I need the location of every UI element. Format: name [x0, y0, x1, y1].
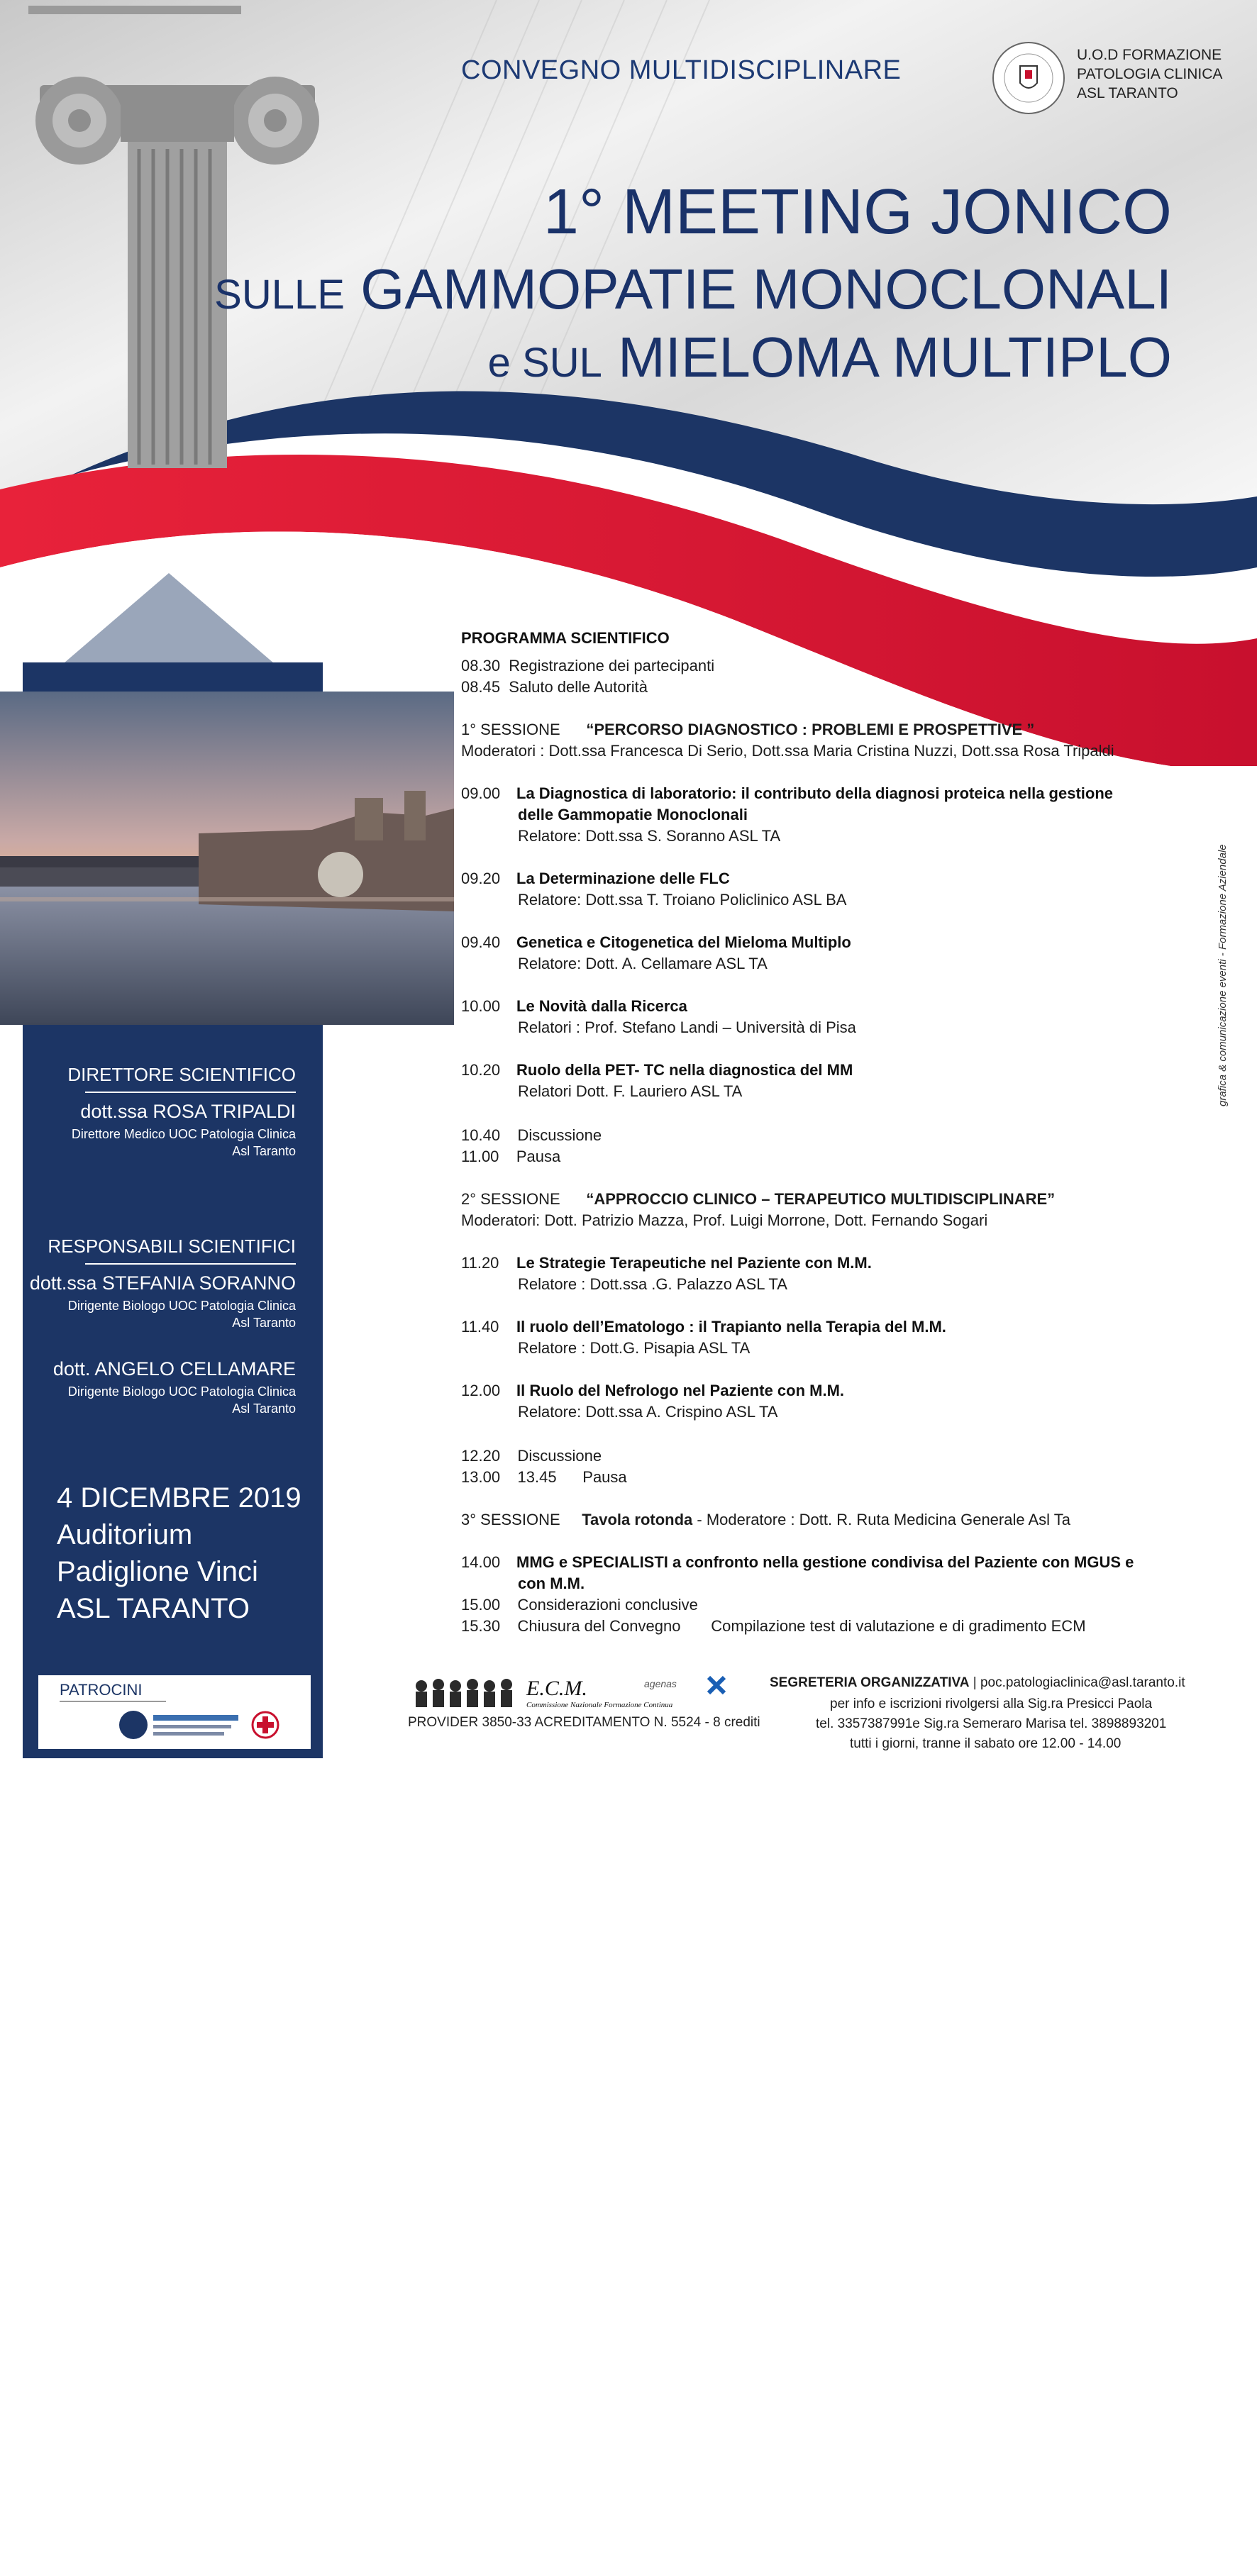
- venue-line1: Auditorium: [57, 1519, 193, 1550]
- session1-moderators: Moderatori : Dott.ssa Francesca Di Serio, Dott.ssa Maria Cristina Nuzzi, Dott.ssa Rosa Tripaldi: [461, 742, 1114, 760]
- title-line2-small: SULLE: [214, 272, 345, 318]
- program-row: [461, 678, 648, 696]
- talk-title: Genetica e Citogenetica del Mieloma Multiplo: [516, 933, 851, 951]
- segreteria-line1: SEGRETERIA ORGANIZZATIVA | poc.patologiaclinica@asl.taranto.it: [770, 1675, 1185, 1690]
- ecm-title: E.C.M.: [526, 1677, 587, 1700]
- venue-line3: ASL TARANTO: [57, 1593, 250, 1624]
- resp2-role2: Asl Taranto: [232, 1401, 296, 1416]
- time: 12.20: [461, 1447, 501, 1465]
- time: 13.00: [461, 1468, 501, 1486]
- title-line3-small: e SUL: [487, 340, 602, 386]
- time: 09.40: [461, 933, 501, 951]
- segreteria-email[interactable]: poc.patologiaclinica@asl.taranto.it: [980, 1675, 1185, 1690]
- title-line3: [488, 325, 1172, 390]
- ecm-subtitle: Commissione Nazionale Formazione Continua: [526, 1701, 673, 1709]
- director-role1: Direttore Medico UOC Patologia Clinica: [71, 1127, 296, 1141]
- director-heading: DIRETTORE SCIENTIFICO: [67, 1064, 296, 1085]
- talk-title: Le Novità dalla Ricerca: [516, 997, 687, 1015]
- provider-line: PROVIDER 3850-33 ACREDITAMENTO N. 5524 - 8 crediti: [408, 1715, 760, 1730]
- patrocini-logos-icon: [116, 1705, 279, 1744]
- speaker: Relatore : Dott.ssa .G. Palazzo ASL TA: [518, 1275, 787, 1293]
- title-line2-big: GAMMOPATIE MONOCLONALI: [360, 257, 1172, 321]
- title-line1: 1° MEETING JONICO: [543, 177, 1172, 248]
- session-label: 1° SESSIONE: [461, 721, 560, 738]
- org-line3: ASL TARANTO: [1077, 85, 1178, 101]
- title-line2: [214, 257, 1172, 322]
- time: 08.30: [461, 657, 501, 674]
- time: 08.45: [461, 678, 501, 696]
- talk-title: Il ruolo dell’Ematologo : il Trapianto nella Terapia del M.M.: [516, 1318, 946, 1336]
- segreteria-line2: per info e iscrizioni rivolgersi alla Sig.ra Presicci Paola: [830, 1697, 1153, 1711]
- resp1-name: dott.ssa STEFANIA SORANNO: [29, 1272, 296, 1294]
- speaker: Relatore: Dott.ssa A. Crispino ASL TA: [518, 1403, 778, 1421]
- talk-title: La Diagnostica di laboratorio: il contributo della diagnosi proteica nella gestione: [516, 784, 1114, 802]
- time: 10.40: [461, 1126, 501, 1144]
- time: 15.00: [461, 1596, 501, 1614]
- program-heading: PROGRAMMA SCIENTIFICO: [461, 629, 670, 647]
- speaker: Relatore : Dott.G. Pisapia ASL TA: [518, 1339, 751, 1357]
- taranto-bridge-photo: [0, 692, 454, 1025]
- event-date: 4 DICEMBRE 2019: [57, 1482, 301, 1514]
- session-moderator: - Moderatore : Dott. R. Ruta Medicina Generale Asl Ta: [697, 1511, 1071, 1528]
- session-label: 3° SESSIONE: [461, 1511, 560, 1528]
- session1-heading: [461, 721, 1034, 739]
- resp2-role1: Dirigente Biologo UOC Patologia Clinica: [67, 1384, 296, 1399]
- time: 14.00: [461, 1553, 501, 1571]
- time: 11.40: [461, 1318, 499, 1336]
- org-line2: PATOLOGIA CLINICA: [1077, 66, 1223, 82]
- speaker: Relatori : Prof. Stefano Landi – Università di Pisa: [518, 1018, 856, 1036]
- time: 12.00: [461, 1382, 501, 1399]
- item-text: Considerazioni conclusive: [517, 1596, 698, 1614]
- ecm-people-icon: [413, 1677, 519, 1709]
- session2-moderators: Moderatori: Dott. Patrizio Mazza, Prof. Luigi Morrone, Dott. Fernando Sogari: [461, 1211, 988, 1229]
- agenas-label: agenas: [644, 1678, 677, 1689]
- director-role2: Asl Taranto: [232, 1144, 296, 1158]
- segreteria-label: SEGRETERIA ORGANIZZATIVA: [770, 1675, 970, 1690]
- time: 15.30: [461, 1617, 501, 1635]
- speaker: Relatori Dott. F. Lauriero ASL TA: [518, 1082, 743, 1100]
- resp1-role2: Asl Taranto: [232, 1316, 296, 1330]
- director-name: dott.ssa ROSA TRIPALDI: [80, 1101, 296, 1122]
- talk-title: Le Strategie Terapeutiche nel Paziente con M.M.: [516, 1254, 872, 1272]
- responsabili-divider: [85, 1263, 296, 1265]
- conference-type: CONVEGNO MULTIDISCIPLINARE: [461, 55, 902, 85]
- time: 11.00: [461, 1148, 499, 1165]
- talk-title-cont: con M.M.: [518, 1575, 585, 1592]
- speaker: Relatore: Dott.ssa S. Soranno ASL TA: [518, 827, 781, 845]
- responsabili-heading: RESPONSABILI SCIENTIFICI: [48, 1236, 296, 1257]
- session-title: “APPROCCIO CLINICO – TERAPEUTICO MULTIDISCIPLINARE”: [586, 1190, 1056, 1208]
- item-text: Chiusura del Convegno: [517, 1617, 681, 1635]
- item-text-2: Compilazione test di valutazione e di gradimento ECM: [711, 1617, 1086, 1635]
- time: 10.00: [461, 997, 501, 1015]
- director-divider: [85, 1092, 296, 1093]
- program-row: [461, 1468, 627, 1487]
- time: 10.20: [461, 1061, 501, 1079]
- patrocini-label: PATROCINI: [60, 1681, 143, 1699]
- talk-title: Ruolo della PET- TC nella diagnostica del MM: [516, 1061, 853, 1079]
- session2-heading: [461, 1190, 1055, 1209]
- program-row: [461, 657, 714, 675]
- session3-heading: [461, 1511, 1070, 1529]
- speaker: Relatore: Dott. A. Cellamare ASL TA: [518, 955, 768, 972]
- time-secondary: 13.45: [517, 1468, 557, 1486]
- title-line3-big: MIELOMA MULTIPLO: [618, 326, 1172, 389]
- program-row: [461, 1148, 560, 1166]
- time: 11.20: [461, 1254, 499, 1272]
- item-text: Pausa: [516, 1148, 561, 1165]
- item-text: Discussione: [517, 1447, 602, 1465]
- agenas-x-icon: [707, 1675, 726, 1695]
- venue-line2: Padiglione Vinci: [57, 1556, 258, 1587]
- talk-title-cont: delle Gammopatie Monoclonali: [518, 806, 748, 823]
- item-text: Pausa: [582, 1468, 627, 1486]
- program-row: [461, 1617, 1086, 1636]
- side-credit: grafica & comunicazione eventi - Formazione Aziendale: [1217, 844, 1229, 1106]
- segreteria-line4: tutti i giorni, tranne il sabato ore 12.00 - 14.00: [850, 1736, 1122, 1751]
- talk-title: La Determinazione delle FLC: [516, 870, 730, 887]
- organizer-block: [1077, 45, 1222, 103]
- session-title: “PERCORSO DIAGNOSTICO : PROBLEMI E PROSPETTIVE ”: [586, 721, 1035, 738]
- item-text: Discussione: [517, 1126, 602, 1144]
- speaker: Relatore: Dott.ssa T. Troiano Policlinico ASL BA: [518, 891, 847, 909]
- time: 09.20: [461, 870, 501, 887]
- session-label: 2° SESSIONE: [461, 1190, 560, 1208]
- segreteria-line3: tel. 3357387991e Sig.ra Semeraro Marisa tel. 3898893201: [816, 1716, 1167, 1731]
- program-row: [461, 1447, 602, 1465]
- program-row: [461, 1596, 698, 1614]
- time: 09.00: [461, 784, 501, 802]
- talk-title: MMG e SPECIALISTI a confronto nella gestione condivisa del Paziente con MGUS e: [516, 1553, 1134, 1571]
- talk-title: Il Ruolo del Nefrologo nel Paziente con M.M.: [516, 1382, 845, 1399]
- item-text: Registrazione dei partecipanti: [509, 657, 715, 674]
- session-title: Tavola rotonda: [582, 1511, 693, 1528]
- resp2-name: dott. ANGELO CELLAMARE: [52, 1358, 296, 1379]
- resp1-role1: Dirigente Biologo UOC Patologia Clinica: [67, 1299, 296, 1313]
- item-text: Saluto delle Autorità: [509, 678, 648, 696]
- program-row: [461, 1126, 602, 1145]
- asl-logo-icon: [986, 39, 1071, 117]
- org-line1: U.O.D FORMAZIONE: [1077, 47, 1222, 63]
- patrocini-box: [38, 1675, 311, 1749]
